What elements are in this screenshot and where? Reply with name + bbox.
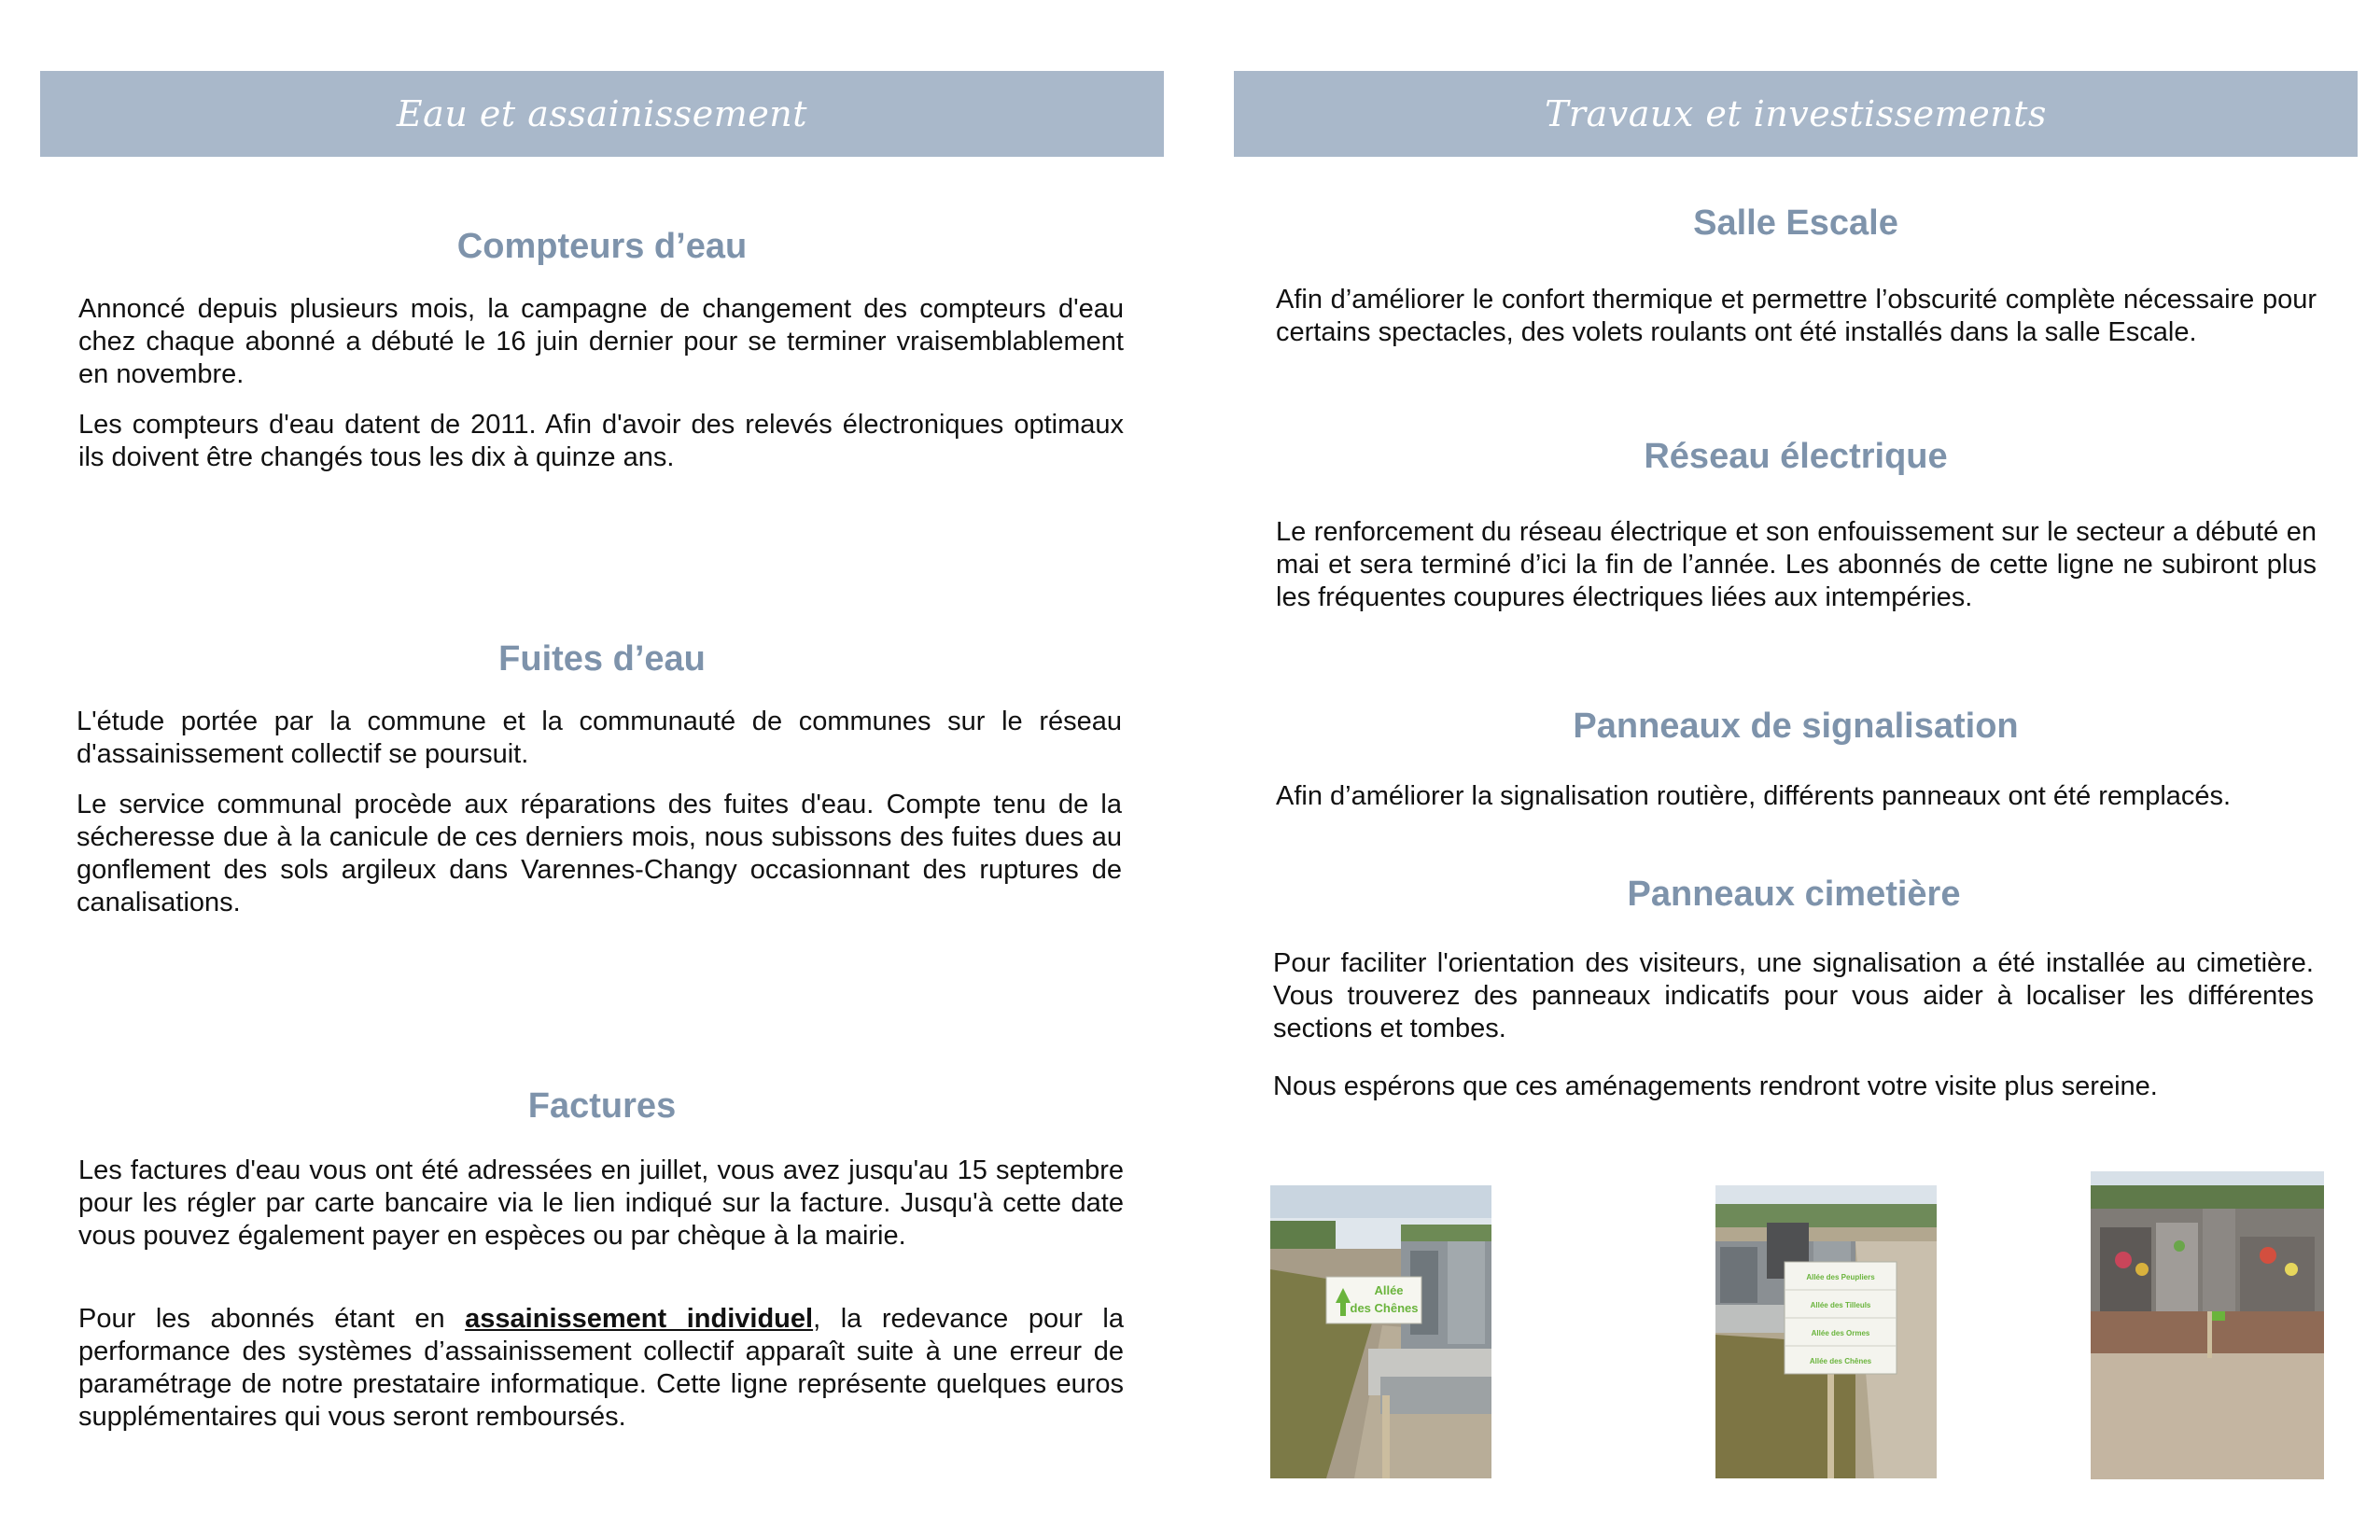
paragraph-fuites-1: L'étude portée par la commune et la communauté de communes sur le réseau d'assainissement collectif se poursuit. <box>77 707 1122 769</box>
paragraph-fuites-2: Le service communal procède aux réparations des fuites d'eau. Compte tenu de la sécheresse due à la canicule de ces derniers mois, nous subissons des fuites dues au gonflement des sols argileux dans Varennes-Changy occasionnant des ruptures de canalisations. <box>77 790 1122 917</box>
cemetery-photo-3 <box>2091 1171 2324 1479</box>
paragraph-panneaux-signalisation: Afin d’améliorer la signalisation routière, différents panneaux ont été remplacés. <box>1276 781 2232 811</box>
paragraph-panneaux-cimetiere-1: Pour faciliter l'orientation des visiteurs, une signalisation a été installée au cimetière. Vous trouverez des panneaux indicatifs pour vous aider à localiser les différentes sections et tombes. <box>1273 948 2314 1043</box>
sign-entry-4: Allée des Chênes <box>1809 1357 1872 1365</box>
sign-line-1: Allée <box>1374 1283 1404 1297</box>
paragraph-factures-1: Les factures d'eau vous ont été adressées en juillet, vous avez jusqu'au 15 septembre pour les régler par carte bancaire via le lien indiqué sur la facture. Jusqu'à cette date vous pouvez également payer en espèces ou par chèque à la mairie. <box>78 1155 1124 1251</box>
paragraph-reseau-electrique: Le renforcement du réseau électrique et son enfouissement sur le secteur a débuté en mai et sera terminé d’ici la fin de l’année. Les abonnés de cette ligne ne subiront plus les fréquentes coupures électriques liées aux intempéries. <box>1276 517 2317 612</box>
heading-panneaux-signalisation: Panneaux de signalisation <box>1573 707 2019 746</box>
cemetery-photo-2 <box>1715 1185 1937 1478</box>
sign-line-2: des Chênes <box>1350 1301 1419 1315</box>
sign-entry-2: Allée des Tilleuls <box>1810 1301 1871 1309</box>
heading-factures: Factures <box>527 1086 677 1126</box>
paragraph-salle-escale: Afin d’améliorer le confort thermique et permettre l’obscurité complète nécessaire pour certains spectacles, des volets roulants ont été installés dans la salle Escale. <box>1276 285 2317 347</box>
paragraph-compteurs-2: Les compteurs d'eau datent de 2011. Afin d'avoir des relevés électroniques optimaux ils doivent être changés tous les dix à quinze ans. <box>78 410 1124 472</box>
heading-compteurs: Compteurs d’eau <box>456 227 748 266</box>
sign-entry-1: Allée des Peupliers <box>1806 1273 1875 1281</box>
cemetery-photo-1 <box>1270 1185 1491 1478</box>
paragraph-factures-2 <box>78 1303 1124 1434</box>
heading-salle-escale: Salle Escale <box>1693 203 1898 243</box>
paragraph-panneaux-cimetiere-2: Nous espérons que ces aménagements rendront votre visite plus sereine. <box>1273 1071 2158 1101</box>
factures-text-before: Pour les abonnés étant en <box>78 1304 466 1334</box>
banner-title: Travaux et investissements <box>1545 93 2047 134</box>
banner-title: Eau et assainissement <box>396 93 808 134</box>
section-banner-travaux <box>1234 71 2358 157</box>
paragraph-compteurs-1: Annoncé depuis plusieurs mois, la campagne de changement des compteurs d'eau chez chaque abonné a débuté le 16 juin dernier pour se terminer vraisemblablement en novembre. <box>78 294 1124 389</box>
heading-reseau-electrique: Réseau électrique <box>1644 437 1948 476</box>
assainissement-individuel-link[interactable]: assainissement individuel <box>465 1304 814 1334</box>
section-banner-eau <box>40 71 1164 157</box>
heading-panneaux-cimetiere: Panneaux cimetière <box>1627 875 1961 914</box>
factures-text-after: , la redevance pour la performance des systèmes d’assainissement collectif apparaît suite à une erreur de paramétrage de notre prestataire informatique. Cette ligne représente quelques euros supplémentaires qui vous seront remboursés. <box>78 1304 1124 1432</box>
heading-fuites: Fuites d’eau <box>498 639 706 679</box>
sign-entry-3: Allée des Ormes <box>1811 1329 1870 1337</box>
